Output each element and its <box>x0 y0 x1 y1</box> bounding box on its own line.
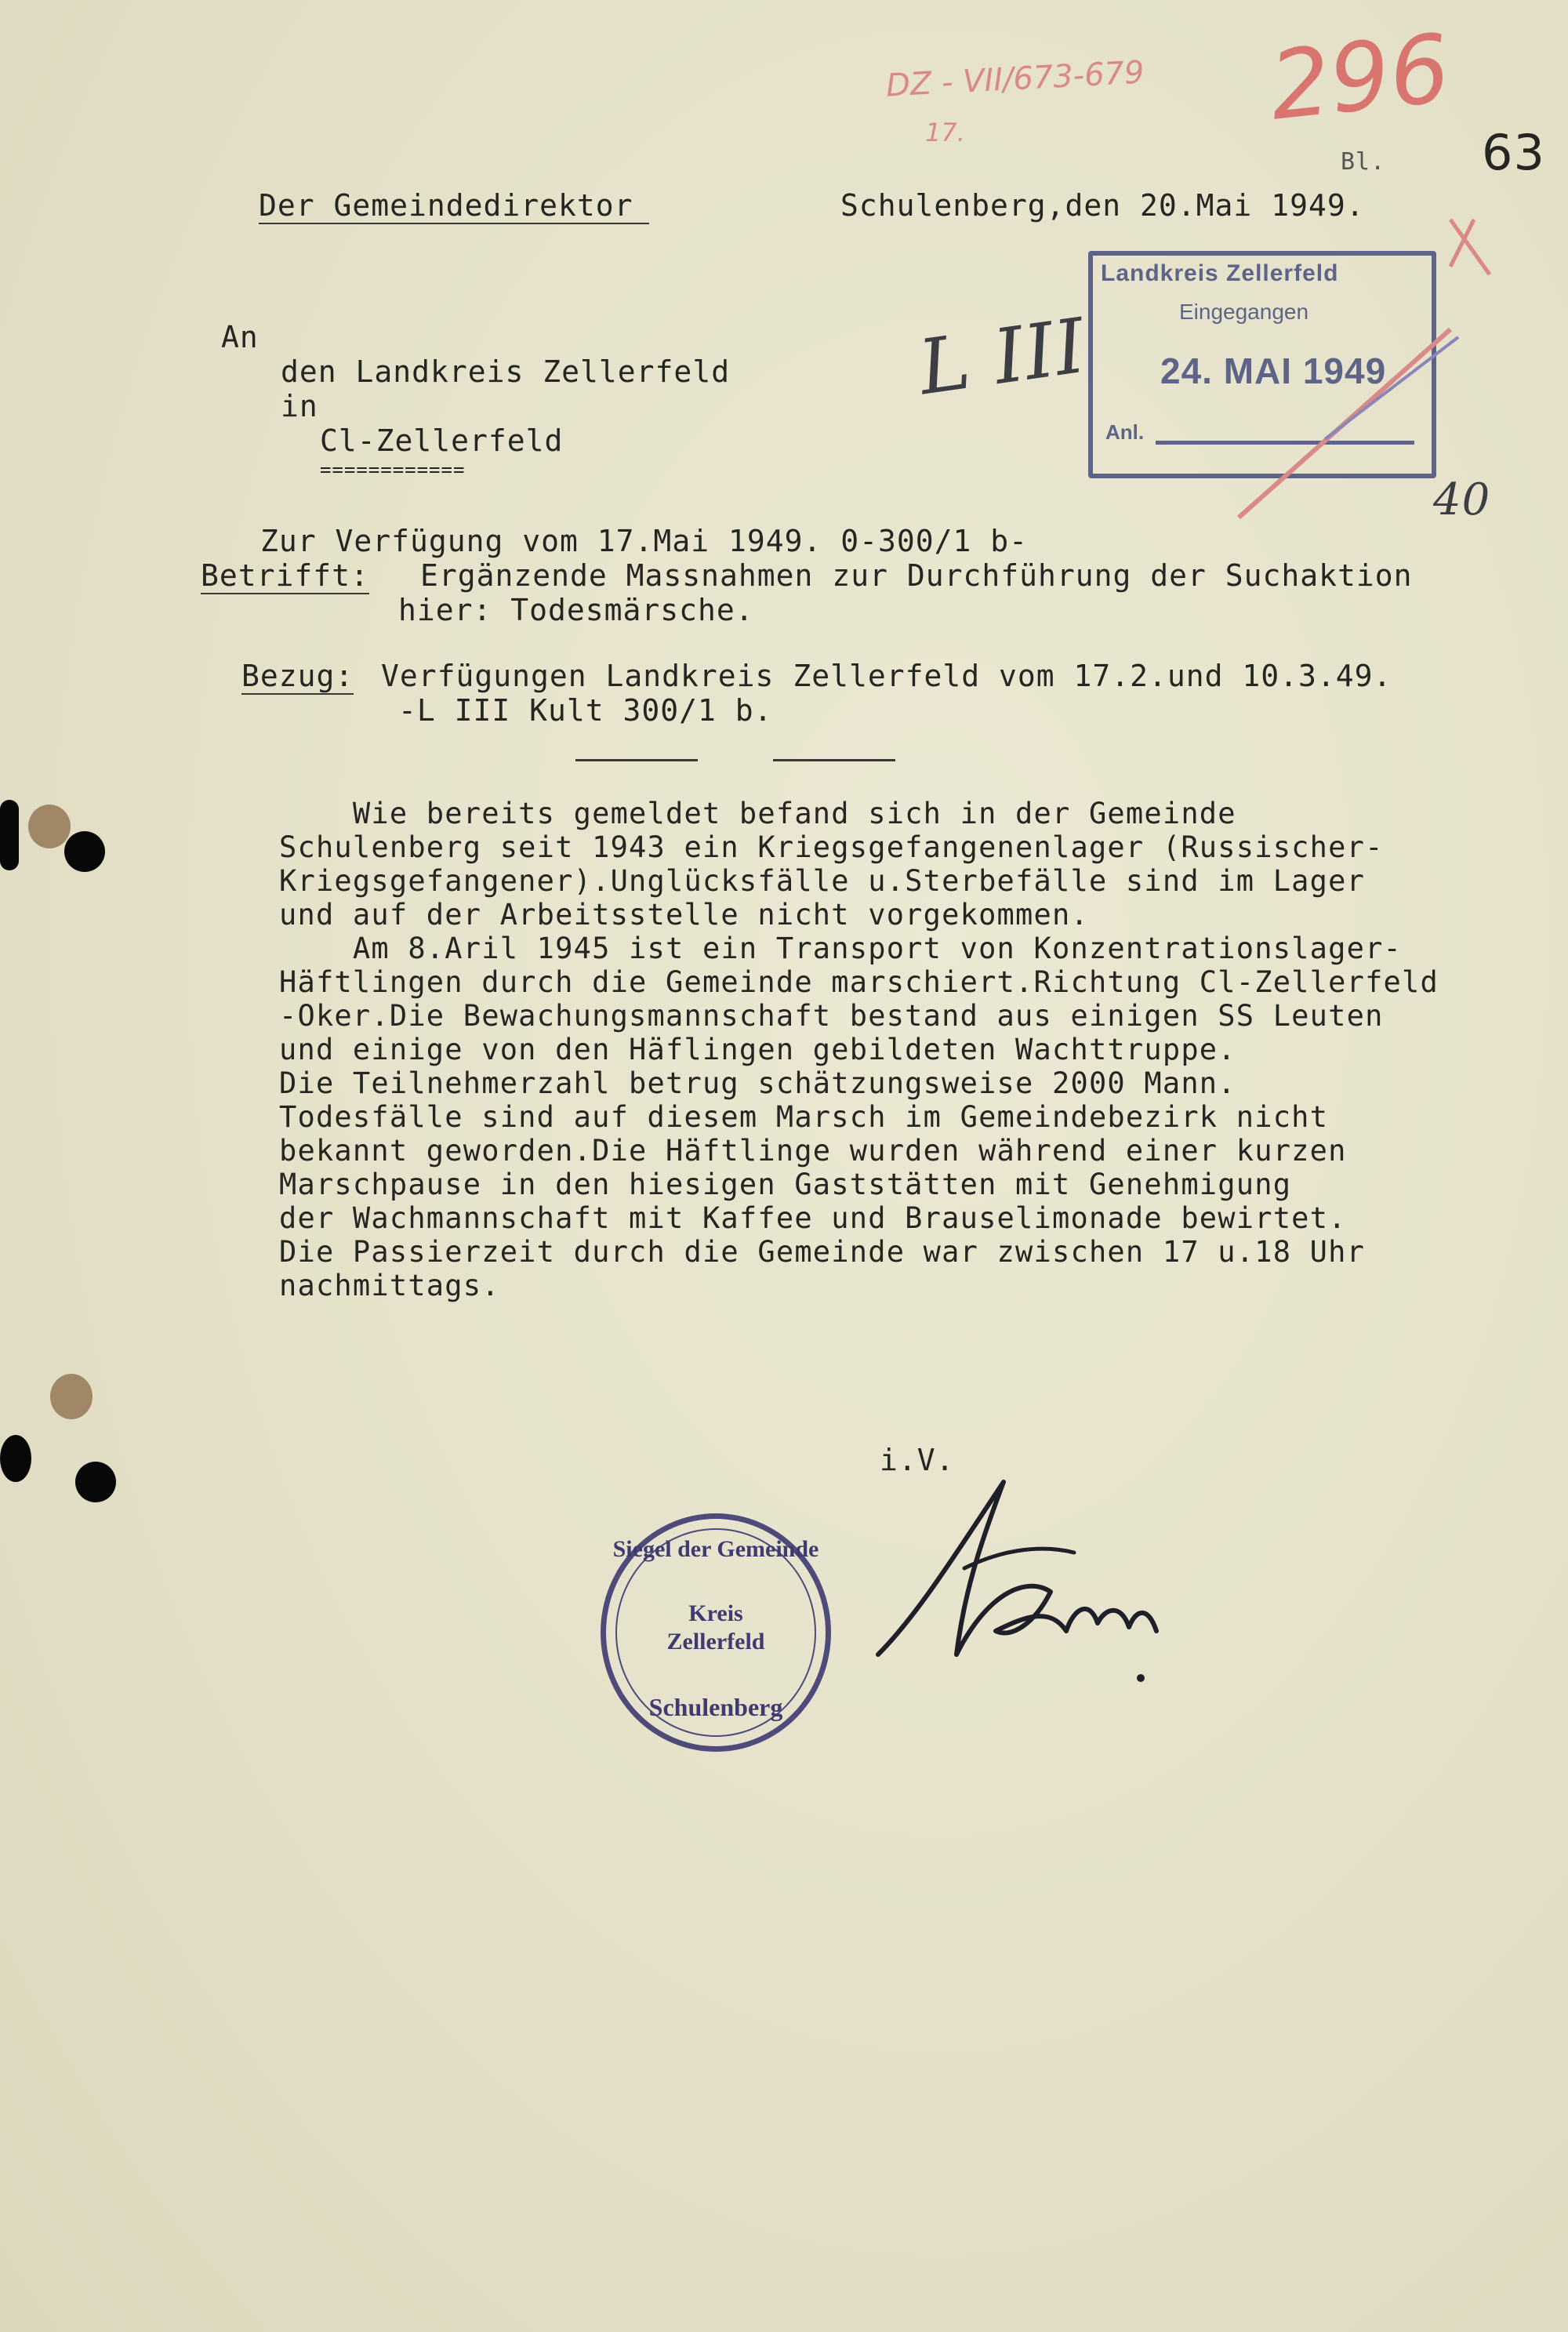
seal-center-line1: Kreis <box>688 1600 743 1626</box>
subject-line2: hier: Todesmärsche. <box>398 593 754 627</box>
paper-stain <box>50 1374 93 1419</box>
body-line: Schulenberg seit 1943 ein Kriegsgefangenenlager (Russischer- <box>279 830 1384 864</box>
bezug-label: Bezug: <box>241 659 354 693</box>
bezug-line2: -L III Kult 300/1 b. <box>398 693 773 728</box>
iv-label: i.V. <box>880 1443 955 1477</box>
bezug-text: Verfügungen Landkreis Zellerfeld vom 17.2.und 10.3.49. <box>381 659 1392 693</box>
body-line: Kriegsgefangener).Unglücksfälle u.Sterbefälle sind im Lager <box>279 864 1366 898</box>
stamp-date: 24. MAI 1949 <box>1160 351 1387 391</box>
recipient-line2: in <box>281 389 318 423</box>
folio-number: 63 <box>1482 124 1545 181</box>
seal-center-line2: Zellerfeld <box>666 1629 765 1655</box>
body-line: bekannt geworden.Die Häftlinge wurden während einer kurzen <box>279 1134 1347 1168</box>
subject-text: Ergänzende Massnahmen zur Durchführung der Suchaktion <box>420 558 1413 593</box>
stamp-authority: Landkreis Zellerfeld <box>1101 260 1339 286</box>
recipient-an: An <box>221 320 259 354</box>
body-line: Häftlingen durch die Gemeinde marschiert.Richtung Cl-Zellerfeld <box>279 965 1439 999</box>
body-line: Am 8.Aril 1945 ist ein Transport von Konzentrationslager- <box>279 932 1403 965</box>
punch-hole <box>75 1462 116 1502</box>
stamp-extra: Anl. <box>1105 420 1145 444</box>
archive-reference-sub: 17. <box>925 118 965 147</box>
punch-hole <box>64 831 105 872</box>
folio-number-red: 296 <box>1265 14 1455 142</box>
punch-hole <box>0 800 19 870</box>
recipient-line1: den Landkreis Zellerfeld <box>281 354 731 389</box>
punch-hole <box>0 1435 31 1482</box>
separator-right <box>773 759 895 761</box>
order-reference: Zur Verfügung vom 17.Mai 1949. 0-300/1 b- <box>260 524 1028 558</box>
handwritten-mark: L III <box>913 301 1091 412</box>
municipal-seal <box>601 1513 831 1752</box>
body-line: der Wachmannschaft mit Kaffee und Brauselimonade bewirtet. <box>279 1201 1347 1235</box>
recipient-line3: Cl-Zellerfeld <box>320 423 564 458</box>
body-line: Marschpause in den hiesigen Gaststätten mit Genehmigung <box>279 1168 1292 1201</box>
place-date: Schulenberg,den 20.Mai 1949. <box>840 188 1365 223</box>
body-line: -Oker.Die Bewachungsmannschaft bestand aus einigen SS Leuten <box>279 999 1384 1033</box>
recipient-underline: ============ <box>320 459 466 481</box>
folio-prefix: Bl. <box>1341 148 1386 176</box>
seal-top-text: Siegel der Gemeinde <box>612 1536 819 1562</box>
paper-stain <box>28 805 71 848</box>
body-line: Todesfälle sind auf diesem Marsch im Gemeindebezirk nicht <box>279 1100 1329 1134</box>
body-line: Die Passierzeit durch die Gemeinde war zwischen 17 u.18 Uhr <box>279 1235 1366 1269</box>
separator-left <box>575 759 698 761</box>
subject-label: Betrifft: <box>201 558 369 593</box>
sender: Der Gemeindedirektor <box>259 188 649 224</box>
body-line: und auf der Arbeitsstelle nicht vorgekommen. <box>279 898 1089 932</box>
archive-reference: DZ - VII/673-679 <box>885 54 1145 104</box>
stamp-status: Eingegangen <box>1179 300 1309 324</box>
margin-number: 40 <box>1433 474 1491 525</box>
body-line: nachmittags. <box>279 1269 500 1302</box>
handwritten-signature <box>870 1474 1168 1694</box>
body-line: Wie bereits gemeldet befand sich in der Gemeinde <box>279 797 1236 830</box>
body-line: Die Teilnehmerzahl betrug schätzungsweise 2000 Mann. <box>279 1066 1236 1100</box>
seal-bottom-text: Schulenberg <box>648 1693 783 1721</box>
body-line: und einige von den Häflingen gebildeten Wachttruppe. <box>279 1033 1236 1066</box>
